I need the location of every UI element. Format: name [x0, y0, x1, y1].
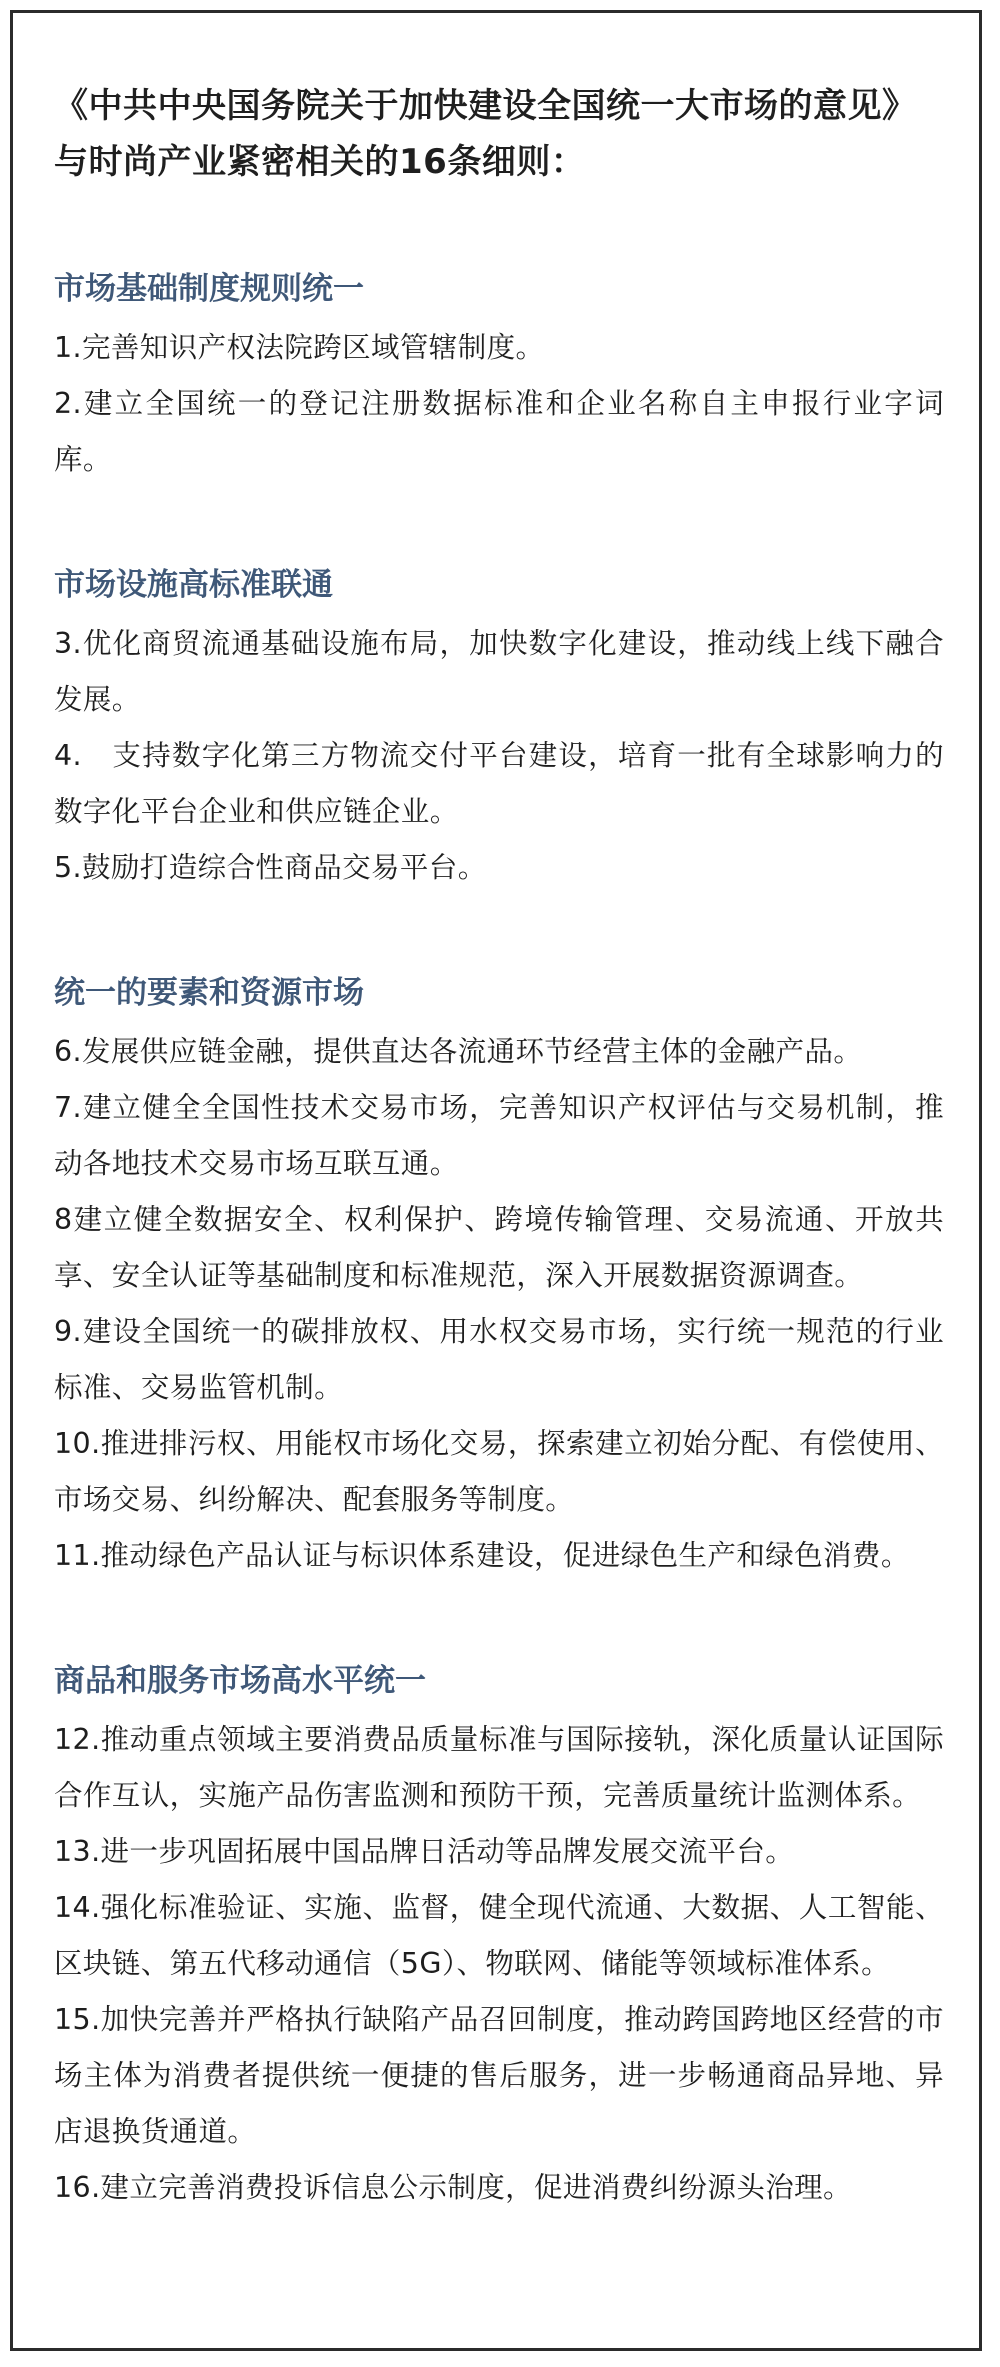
list-item: 7.建立健全全国性技术交易市场，完善知识产权评估与交易机制，推动各地技术交易市场互联互通。: [54, 1091, 944, 1180]
list-item: 9.建设全国统一的碳排放权、用水权交易市场，实行统一规范的行业标准、交易监管机制。: [54, 1315, 944, 1404]
section-market-rules: [54, 262, 944, 488]
list-item: 11.推动绿色产品认证与标识体系建设，促进绿色生产和绿色消费。: [54, 1539, 910, 1572]
section-title: 市场基础制度规则统一: [54, 271, 364, 307]
document-title: [54, 78, 944, 190]
list-item: 3.优化商贸流通基础设施布局，加快数字化建设，推动线上线下融合发展。: [54, 627, 944, 716]
list-item: 2.建立全国统一的登记注册数据标准和企业名称自主申报行业字词库。: [54, 387, 944, 476]
document-content: [54, 78, 944, 2216]
list-item: 16.建立完善消费投诉信息公示制度，促进消费纠纷源头治理。: [54, 2171, 852, 2204]
list-item: 14.强化标准验证、实施、监督，健全现代流通、大数据、人工智能、区块链、第五代移动通信（5G）、物联网、储能等领域标准体系。: [54, 1891, 944, 1980]
list-item: 6.发展供应链金融，提供直达各流通环节经营主体的金融产品。: [54, 1035, 863, 1068]
list-item: 10.推进排污权、用能权市场化交易，探索建立初始分配、有偿使用、市场交易、纠纷解决、配套服务等制度。: [54, 1427, 944, 1516]
list-item: 12.推动重点领域主要消费品质量标准与国际接轨，深化质量认证国际合作互认，实施产品伤害监测和预防干预，完善质量统计监测体系。: [54, 1723, 944, 1812]
title-line-1: 《中共中央国务院关于加快建设全国统一大市场的意见》: [54, 86, 917, 126]
list-item: 1.完善知识产权法院跨区域管辖制度。: [54, 331, 545, 364]
section-factor-markets: [54, 966, 944, 1584]
title-line-2: 与时尚产业紧密相关的16条细则：: [54, 142, 586, 182]
section-title: 商品和服务市场高水平统一: [54, 1663, 426, 1699]
list-item: 8建立健全数据安全、权利保护、跨境传输管理、交易流通、开放共享、安全认证等基础制度和标准规范，深入开展数据资源调查。: [54, 1203, 944, 1292]
list-item: 15.加快完善并严格执行缺陷产品召回制度，推动跨国跨地区经营的市场主体为消费者提供统一便捷的售后服务，进一步畅通商品异地、异店退换货通道。: [54, 2003, 944, 2148]
list-item: 13.进一步巩固拓展中国品牌日活动等品牌发展交流平台。: [54, 1835, 795, 1868]
list-item: 4. 支持数字化第三方物流交付平台建设，培育一批有全球影响力的数字化平台企业和供应链企业。: [54, 739, 944, 828]
section-title: 市场设施高标准联通: [54, 567, 333, 603]
section-title: 统一的要素和资源市场: [54, 975, 364, 1011]
section-market-facilities: [54, 558, 944, 896]
list-item: 5.鼓励打造综合性商品交易平台。: [54, 851, 487, 884]
section-goods-services: [54, 1654, 944, 2216]
